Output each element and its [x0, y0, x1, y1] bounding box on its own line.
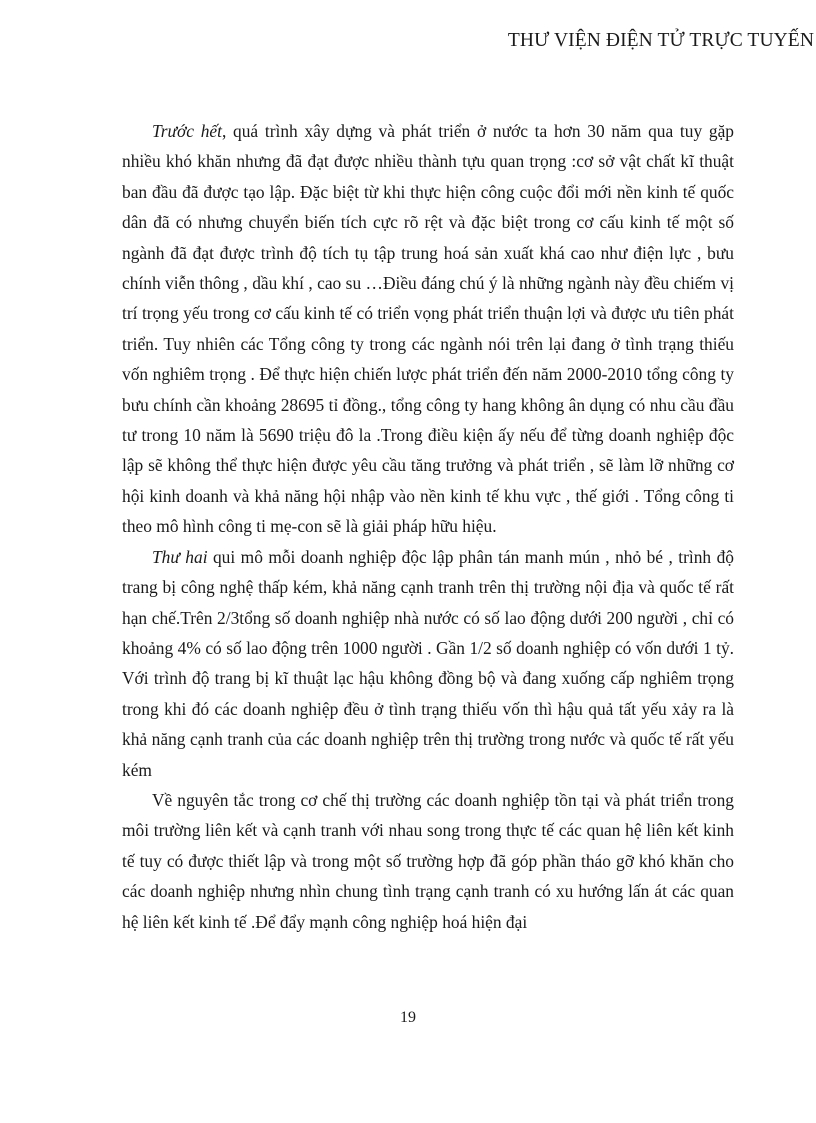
paragraph-third: [122, 785, 734, 937]
paragraph-second: [122, 542, 734, 785]
paragraph-text: , quá trình xây dựng và phát triển ở nước ta hơn 30 năm qua tuy gặp nhiều khó khăn nhưng đã đạt được nhiều thành tựu quan trọng :cơ sở vật chất kĩ thuật ban đầu đã được tạo lập. Đặc biệt từ khi thực hiện công cuộc đổi mới nền kinh tế quốc dân đã có nhưng chuyển biến tích cực rõ rệt và đặc biệt trong cơ cấu kinh tế một số ngành đã đạt được trình độ tích tụ tập trung hoá sản xuất khá cao như điện lực , bưu chính viễn thông , dầu khí , cao su …Điều đáng chú ý là những ngành này đều chiếm vị trí trọng yếu trong cơ cấu kinh tế có triển vọng phát triển thuận lợi và được ưu tiên phát triển. Tuy nhiên các Tổng công ty trong các ngành nói trên lại đang ở tình trạng thiếu vốn nghiêm trọng . Để thực hiện chiến lược phát triển đến năm 2000-2010 tổng công ty bưu chính cần khoảng 28695 tỉ đồng., tổng công ty hang không ân dụng có nhu cầu đầu tư trong 10 năm là 5690 triệu đô la .Trong điều kiện ấy nếu để từng doanh nghiệp độc lập sẽ không thể thực hiện được yêu cầu tăng trưởng và phát triển , sẽ làm lỡ những cơ hội kinh doanh và khả năng hội nhập vào nền kinh tế khu vực , thế giới . Tổng công ti theo mô hình công ti mẹ-con sẽ là giải pháp hữu hiệu.: [122, 121, 734, 537]
page-header-title: THƯ VIỆN ĐIỆN TỬ TRỰC TUYẾN: [507, 30, 814, 51]
paragraph-first: [122, 116, 734, 542]
paragraph-lead-italic: Thư hai: [152, 546, 208, 567]
paragraph-text: Về nguyên tắc trong cơ chế thị trường các doanh nghiệp tồn tại và phát triển trong môi trường liên kết và cạnh tranh với nhau song trong thực tế các quan hệ liên kết kinh tế tuy có được thiết lập và trong một số trường hợp đã góp phần tháo gỡ khó khăn cho các doanh nghiệp nhưng nhìn chung tình trạng cạnh tranh có xu hướng lấn át các quan hệ liên kết kinh tế .Để đẩy mạnh công nghiệp hoá hiện đại: [122, 789, 734, 932]
paragraph-text: qui mô mỗi doanh nghiệp độc lập phân tán manh mún , nhỏ bé , trình độ trang bị công nghệ thấp kém, khả năng cạnh tranh trên thị trường nội địa và quốc tế rất hạn chế.Trên 2/3tổng số doanh nghiệp nhà nước có số lao động dưới 200 người , chỉ có khoảng 4% có số lao động trên 1000 người . Gần 1/2 số doanh nghiệp có vốn dưới 1 tỷ. Với trình độ trang bị kĩ thuật lạc hậu không đồng bộ và đang xuống cấp nghiêm trọng trong khi đó các doanh nghiệp đều ở tình trạng thiếu vốn thì hậu quả tất yếu xảy ra là khả năng cạnh tranh của các doanh nghiệp trên thị trường trong nước và quốc tế rất yếu kém: [122, 546, 734, 780]
page-number: 19: [400, 1009, 416, 1026]
document-body: [122, 116, 734, 937]
paragraph-lead-italic: Trước hết: [152, 121, 222, 141]
